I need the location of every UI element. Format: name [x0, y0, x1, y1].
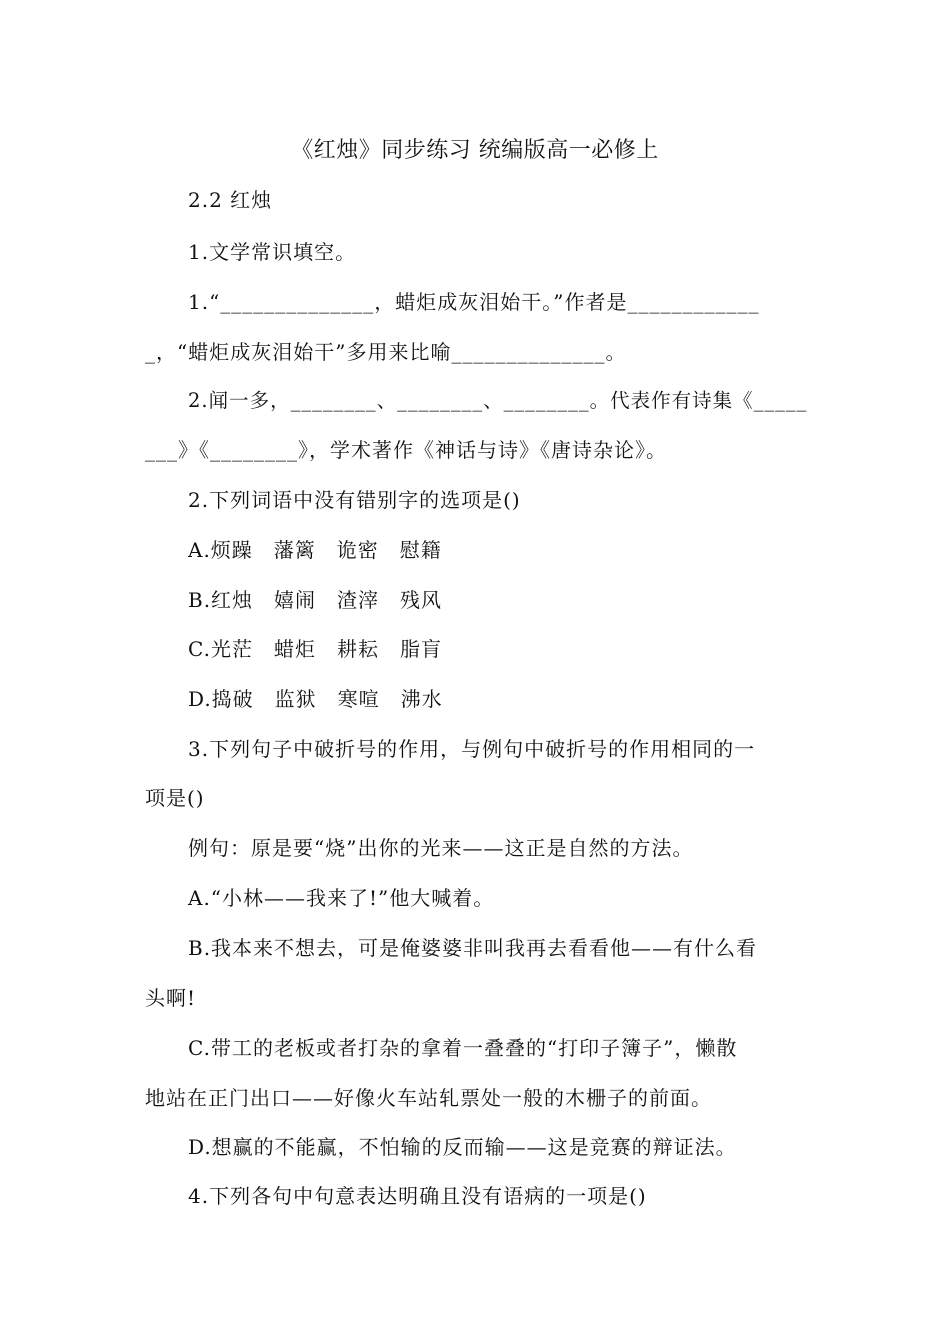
question-3-option-c-line-2: 地站在正门出口——好像火车站轧票处一般的木栅子的前面。: [145, 1086, 712, 1110]
question-2-option-c: C.光茫 蜡炬 耕耘 脂肓: [188, 637, 442, 661]
question-1-heading: 1.文学常识填空。: [188, 240, 357, 264]
question-1-item-2-line-2: ___》《________》，学术著作《神话与诗》《唐诗杂论》。: [145, 438, 667, 462]
question-2-option-d: D.捣破 监狱 寒喧 沸水: [188, 687, 443, 711]
question-3-option-a: A.“小林——我来了!”他大喊着。: [188, 886, 495, 910]
question-3-option-c-line-1: C.带工的老板或者打杂的拿着一叠叠的“打印子簿子”，懒散: [188, 1036, 738, 1060]
question-1-item-1-line-1: 1.“______________，蜡炬成灰泪始干。”作者是____________: [188, 290, 760, 314]
question-2-option-b: B.红烛 嬉闹 渣滓 残风: [188, 588, 443, 612]
question-1-item-2-line-1: 2.闻一多，________、________、________。代表作有诗集《_____: [188, 389, 808, 412]
question-3-option-d: D.想赢的不能赢，不怕输的反而输——这是竞赛的辩证法。: [188, 1135, 737, 1159]
question-1-item-1-line-2: _，“蜡炬成灰泪始干”多用来比喻______________。: [145, 340, 627, 364]
question-3-option-b-line-2: 头啊!: [145, 986, 197, 1010]
question-3-heading-line-1: 3.下列句子中破折号的作用，与例句中破折号的作用相同的一: [188, 737, 756, 761]
question-3-example: 例句：原是要“烧”出你的光来——这正是自然的方法。: [188, 836, 694, 860]
question-2-option-a: A.烦躁 藩篱 诡密 慰籍: [188, 538, 442, 562]
question-4-heading: 4.下列各句中句意表达明确且没有语病的一项是(): [188, 1184, 647, 1208]
question-3-option-b-line-1: B.我本来不想去，可是俺婆婆非叫我再去看看他——有什么看: [188, 936, 758, 960]
section-heading: 2.2 红烛: [188, 188, 273, 212]
question-2-heading: 2.下列词语中没有错别字的选项是(): [188, 488, 521, 512]
question-3-heading-line-2: 项是(): [145, 786, 205, 810]
document-title: 《红烛》同步练习 统编版高一必修上: [291, 138, 659, 163]
